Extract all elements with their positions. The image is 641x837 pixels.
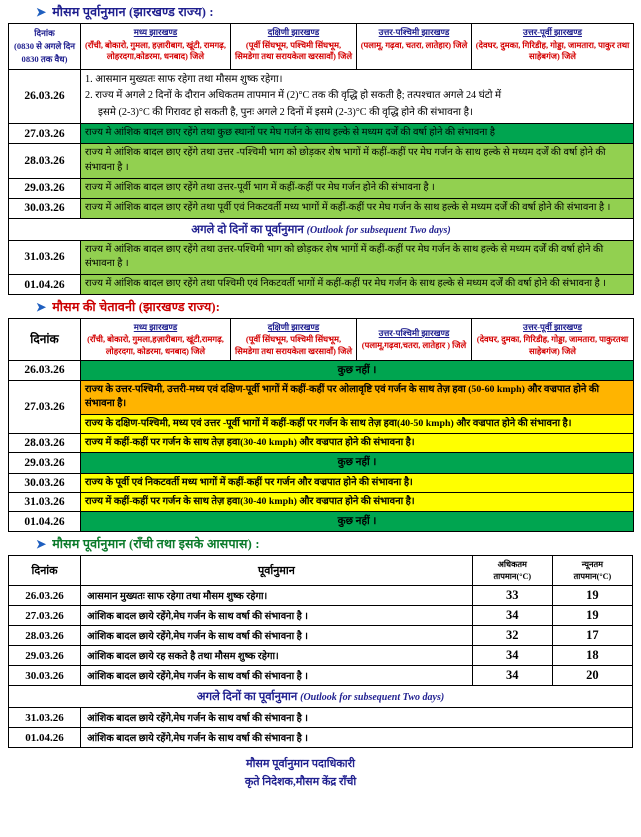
ranchi-outlook-title: [9, 686, 633, 708]
arrow-bullet-icon: ➤: [36, 536, 47, 551]
ranchi-date-4: 30.03.26: [9, 666, 81, 686]
table-row: [9, 144, 634, 179]
section-heading-ranchi-label: मौसम पूर्वानुमान (राँची तथा इसके आसपास) :: [52, 537, 260, 552]
table-row: [9, 275, 634, 295]
warning-zone-name-northeast: उत्तर-पूर्वी झारखण्ड: [522, 322, 582, 333]
signature-block: [8, 756, 633, 791]
header-zone-northwest: [357, 24, 472, 70]
warning-zone-name-south: दक्षिणी झारखण्ड: [267, 322, 320, 333]
header-date-sublabel: (0830 से अगले दिन 0830 तक वैध): [13, 40, 76, 64]
warning-date-1: 27.03.26: [9, 380, 81, 433]
warning-date-4: 30.03.26: [9, 473, 81, 492]
ranchi-outlook-date-0: 31.03.26: [9, 708, 81, 728]
forecast-outlook-text-1: राज्य में आंशिक बादल छाए रहेंगे तथा पश्चिमी एवं निकटवर्ती भागों में कहीं-कहीं पर मेघ गर्जन के साथ हल्के से मध्यम दर्जें की वर्षा होने की संभावना है ।: [81, 275, 634, 295]
section-heading-warning: [8, 295, 633, 318]
warning-date-0: 26.03.26: [9, 360, 81, 380]
zone-name-south: दक्षिणी झारखण्ड: [267, 27, 320, 37]
ranchi-header-max-temp: [472, 556, 552, 586]
warning-text-3: कुछ नहीं ।: [81, 453, 634, 473]
warning-table: [8, 318, 634, 532]
ranchi-outlook-text-0: आंशिक बादल छाये रहेंगे,मेघ गर्जन के साथ वर्षा की संभावना है ।: [81, 708, 633, 728]
ranchi-text-2: आंशिक बादल छाये रहेंगे,मेघ गर्जन के साथ वर्षा की संभावना है ।: [81, 626, 473, 646]
forecast-text-0-line3: इसमे (2-3)°C की गिरावट हो सकती है, पुनः अगले 2 दिनों में इसमे (2-3)°C की वृद्धि होने की संभावना है।: [98, 106, 473, 118]
table-row: [9, 178, 634, 198]
table-row: [9, 69, 634, 124]
forecast-date-4: 30.03.26: [9, 198, 81, 218]
table-row: [9, 124, 634, 144]
header-zone-northeast: [472, 24, 634, 70]
forecast-text-1: राज्य मे आंशिक बादल छाए रहेंगे तथा कुछ स्थानों पर मेघ गर्जन के साथ हल्के से मध्यम दर्जें की वर्षा होने की संभावना है: [81, 124, 634, 144]
section-heading-warning-label: मौसम की चेतावनी (झारखण्ड राज्य):: [52, 300, 221, 315]
signature-line-2: कृते निदेशक,मौसम केंद्र राँची: [244, 776, 357, 789]
zone-name-northwest: उत्तर-पश्चिमी झारखण्ड: [378, 27, 450, 37]
ranchi-min-2: 17: [552, 626, 632, 646]
zone-districts-central: (राँची, बोकारो, गुमला, हज़ारीबाग, खूंटी, रामगढ़, लोहरदगा,कोडरमा, धनबाद) जिले: [85, 40, 226, 61]
ranchi-date-0: 26.03.26: [9, 586, 81, 606]
warning-date-2: 28.03.26: [9, 433, 81, 452]
table-row: [9, 453, 634, 473]
ranchi-min-4: 20: [552, 666, 632, 686]
table-row: [9, 473, 634, 492]
forecast-text-3: राज्य में आंशिक बादल छाए रहेंगे तथा उत्तर-पूर्वी भाग में कहीं-कहीं पर मेघ गर्जन होने की संभावना है ।: [81, 178, 634, 198]
ranchi-max-1: 34: [472, 606, 552, 626]
ranchi-header-max-temp-l2: तापमान(°C): [493, 571, 532, 581]
section-heading-forecast: [8, 0, 633, 23]
zone-name-northeast: उत्तर-पूर्वी झारखण्ड: [522, 27, 582, 37]
forecast-date-3: 29.03.26: [9, 178, 81, 198]
forecast-outlook-title-hi: अगले दो दिनों का पूर्वानुमान: [191, 223, 304, 236]
state-forecast-table: [8, 23, 634, 295]
warning-header-row: [9, 319, 634, 361]
table-row: [9, 626, 633, 646]
arrow-bullet-icon: ➤: [36, 4, 47, 19]
warning-text-4: राज्य के पूर्वी एवं निकटवर्ती मध्य भागों में कहीं-कहीं पर गर्जन और वज्रपात होने की संभावना है।: [81, 473, 634, 492]
forecast-outlook-title: [9, 218, 634, 240]
warning-text-2: राज्य में कहीं-कहीं पर गर्जन के साथ तेज़ हवा(30-40 kmph) और वज्रपात होने की संभावना है।: [81, 433, 634, 452]
warning-zone-districts-northeast: (देवघर, दुमका, गिरिडीह, गोड्डा, जामतारा, पाकुरतथा साहेबगंज) जिले: [476, 335, 629, 356]
table-row: [9, 666, 633, 686]
ranchi-header-min-temp: [552, 556, 632, 586]
warning-text-6: कुछ नहीं ।: [81, 512, 634, 532]
ranchi-min-0: 19: [552, 586, 632, 606]
ranchi-header-min-temp-l1: न्यूनतम: [581, 560, 604, 570]
arrow-bullet-icon: ➤: [36, 299, 47, 314]
warning-header-zone-central: [81, 319, 231, 361]
table-row: [9, 380, 634, 433]
warning-date-5: 31.03.26: [9, 492, 81, 511]
warning-date-6: 01.04.26: [9, 512, 81, 532]
forecast-text-0-line1: 1. आसमान मुख्यतः साफ रहेगा तथा मौसम शुष्क रहेगा।: [85, 73, 283, 85]
forecast-outlook-date-0: 31.03.26: [9, 240, 81, 275]
header-date-label: दिनांक: [34, 28, 55, 38]
ranchi-date-1: 27.03.26: [9, 606, 81, 626]
ranchi-text-4: आंशिक बादल छाये रहेंगे,मेघ गर्जन के साथ वर्षा की संभावना है ।: [81, 666, 473, 686]
ranchi-outlook-date-1: 01.04.26: [9, 728, 81, 748]
ranchi-date-3: 29.03.26: [9, 646, 81, 666]
section-heading-ranchi: [8, 532, 633, 555]
ranchi-date-2: 28.03.26: [9, 626, 81, 646]
ranchi-header-date: दिनांक: [9, 556, 81, 586]
warning-zone-districts-south: (पूर्वी सिंघभूम, पश्चिमी सिंघभूम, सिमडेगा तथा सरायकेला खरसावाँ) जिले: [234, 335, 353, 356]
header-zone-central: [81, 24, 231, 70]
forecast-text-4: राज्य में आंशिक बादल छाए रहेंगे तथा पूर्वी एवं निकटवर्ती मध्य भागों में कहीं-कहीं पर मेघ गर्जन के साथ हल्के से मध्यम दर्जें की वर्षा होने की संभावना है ।: [81, 198, 634, 218]
ranchi-text-3: आंशिक बादल छाये रह सकते है तथा मौसम शुष्क रहेगा।: [81, 646, 473, 666]
forecast-date-2: 28.03.26: [9, 144, 81, 179]
section-heading-forecast-label: मौसम पूर्वानुमान (झारखण्ड राज्य) :: [52, 5, 214, 19]
ranchi-header-max-temp-l1: अधिकतम: [497, 560, 527, 570]
warning-text-1: [81, 380, 634, 433]
forecast-text-0: [81, 69, 634, 124]
forecast-outlook-title-en: (Outlook for subsequent Two days): [306, 224, 451, 236]
zone-name-central: मध्य झारखण्ड: [133, 27, 178, 37]
header-zone-south: [231, 24, 357, 70]
warning-date-3: 29.03.26: [9, 453, 81, 473]
ranchi-max-3: 34: [472, 646, 552, 666]
ranchi-min-1: 19: [552, 606, 632, 626]
ranchi-max-0: 33: [472, 586, 552, 606]
ranchi-max-4: 34: [472, 666, 552, 686]
table-row: [9, 433, 634, 452]
forecast-date-0: 26.03.26: [9, 69, 81, 124]
forecast-date-1: 27.03.26: [9, 124, 81, 144]
warning-zone-districts-central: (राँची, बोकारो, गुमला,हज़ारीबाग, खूंटी,रामगढ़, लोहरदगा, कोडरमा, धनबाद) जिले: [87, 335, 224, 356]
table-row: [9, 646, 633, 666]
signature-line-1: मौसम पूर्वानुमान पदाधिकारी: [246, 758, 355, 771]
forecast-header-row: [9, 24, 634, 70]
warning-header-date: दिनांक: [9, 319, 81, 361]
table-row: [9, 728, 633, 748]
table-row: [9, 586, 633, 606]
ranchi-forecast-table: [8, 555, 633, 748]
forecast-outlook-title-row: [9, 218, 634, 240]
forecast-text-2: राज्य मे आंशिक बादल छाए रहेंगे तथा उत्तर -पश्चिमी भाग को छोड़कर शेष भागों में कहीं-कहीं पर मेघ गर्जन के साथ हल्के से मध्यम दर्जें की वर्षा होने की संभावना है ।: [81, 144, 634, 179]
forecast-text-0-line2: 2. राज्य में अगले 2 दिनों के दौरान अधिकतम तापमान में (2)°C तक की वृद्धि हो सकती है; तत्पश्चात अगले 24 घंटो में: [85, 90, 502, 102]
table-row: [9, 708, 633, 728]
ranchi-outlook-title-en: (Outlook for subsequent Two days): [300, 692, 445, 704]
forecast-outlook-date-1: 01.04.26: [9, 275, 81, 295]
warning-text-0: कुछ नहीं ।: [81, 360, 634, 380]
ranchi-text-1: आंशिक बादल छाये रहेंगे,मेघ गर्जन के साथ वर्षा की संभावना है ।: [81, 606, 473, 626]
header-date-cell: [9, 24, 81, 70]
table-row: [9, 606, 633, 626]
warning-zone-name-central: मध्य झारखण्ड: [133, 322, 178, 333]
table-row: [9, 492, 634, 511]
ranchi-header-row: [9, 556, 633, 586]
warning-header-zone-northeast: [472, 319, 634, 361]
ranchi-max-2: 32: [472, 626, 552, 646]
table-row: [9, 360, 634, 380]
forecast-outlook-text-0: राज्य में आंशिक बादल छाए रहेंगे तथा उत्तर-पश्चिमी भाग को छोड़कर शेष भागों में कहीं-कहीं पर मेघ गर्जन के साथ हल्के से मध्यम दर्जें की वर्षा होने की संभावना है ।: [81, 240, 634, 275]
ranchi-outlook-text-1: आंशिक बादल छाये रहेंगे,मेघ गर्जन के साथ वर्षा की संभावना है ।: [81, 728, 633, 748]
ranchi-text-0: आसमान मुख्यतः साफ रहेगा तथा मौसम शुष्क रहेगा।: [81, 586, 473, 606]
zone-districts-south: (पूर्वी सिंघभूम, पश्चिमी सिंघभूम, सिमडेगा तथा सरायकेला खरसावाँ) जिले: [234, 40, 353, 61]
zone-districts-northwest: (पलामू, गढ़वा, चतरा, लातेहार) जिले: [360, 40, 468, 50]
warning-text-1-part-0: राज्य के उत्तर-पश्चिमी, उत्तरी-मध्य एवं दक्षिण-पूर्वी भागों में कहीं-कहीं पर ओलावृष्टि एवं गर्जन के साथ तेज़ हवा (50-60 kmph) और वज्रपात होने की संभावना है।: [81, 381, 633, 415]
warning-text-5: राज्य में कहीं-कहीं पर गर्जन के साथ तेज़ हवा(30-40 kmph) और वज्रपात होने की संभावना है।: [81, 492, 634, 511]
warning-text-1-part-1: राज्य के दक्षिण-पश्चिमी, मध्य एवं उत्तर -पूर्वी भागों में कहीं-कहीं पर गर्जन के साथ तेज़ हवा(40-50 kmph) और वज्रपात होने की संभावना है।: [81, 415, 633, 433]
warning-header-zone-northwest: [357, 319, 472, 361]
warning-zone-districts-northwest: (पलामू,गढ़वा,चतरा, लातेहार ) जिले: [361, 341, 467, 350]
ranchi-outlook-title-hi: अगले दिनों का पूर्वानुमान: [196, 691, 298, 704]
ranchi-outlook-title-row: [9, 686, 633, 708]
ranchi-header-min-temp-l2: तापमान(°C): [573, 571, 612, 581]
ranchi-min-3: 18: [552, 646, 632, 666]
table-row: [9, 240, 634, 275]
table-row: [9, 198, 634, 218]
warning-zone-name-northwest: उत्तर-पश्चिमी झारखण्ड: [378, 327, 450, 338]
ranchi-header-forecast: पूर्वानुमान: [81, 556, 473, 586]
warning-header-zone-south: [231, 319, 357, 361]
zone-districts-northeast: (देवघर, दुमका, गिरिडीह, गोड्डा, जामतारा, पाकुर तथा साहेबगंज) जिले: [475, 40, 630, 61]
table-row: [9, 512, 634, 532]
